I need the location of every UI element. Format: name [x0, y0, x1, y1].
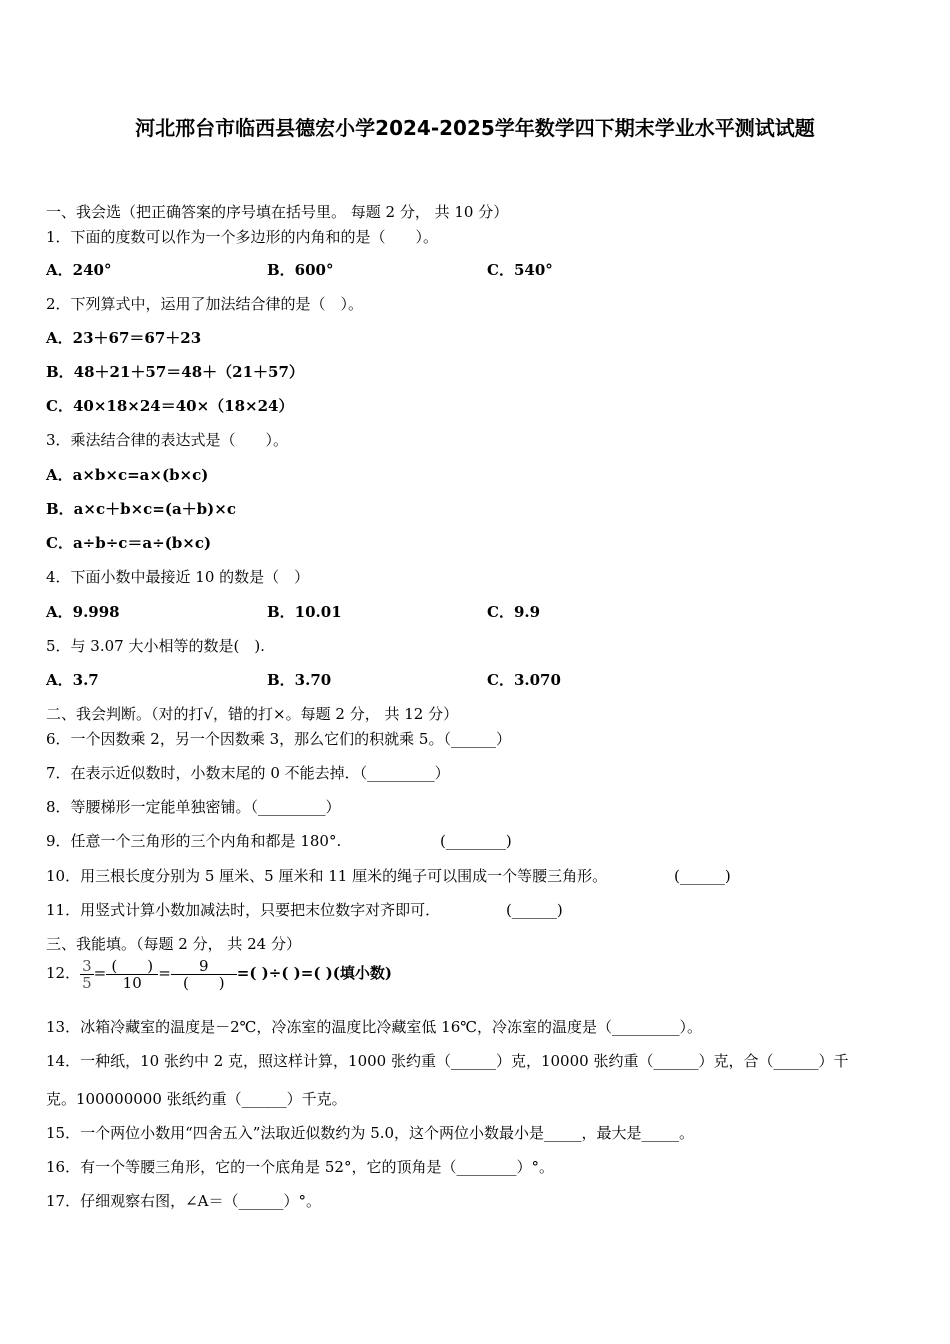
q12-f2-numerator: ( ): [106, 958, 158, 975]
q4-option-a: A．9.998: [46, 603, 120, 621]
q10-answer-blank: (______): [674, 867, 731, 885]
question-10: 10．用三根长度分别为 5 厘米、5 厘米和 11 厘米的绳子可以围成一个等腰三角形。: [46, 867, 608, 885]
q3-option-b: B．a×c＋b×c=(a＋b)×c: [46, 500, 236, 518]
q11-answer-blank: (______): [506, 901, 563, 919]
page-title: 河北邢台市临西县德宏小学2024-2025学年数学四下期末学业水平测试试题: [135, 116, 815, 140]
q1-option-a: A．240°: [46, 261, 112, 279]
q3-option-a: A．a×b×c=a×(b×c): [46, 466, 209, 484]
q12-rest: =( )÷( )=( )(填小数): [236, 964, 392, 982]
q9-answer-blank: (________): [440, 832, 512, 850]
question-5: 5．与 3.07 大小相等的数是( ).: [46, 637, 265, 655]
q12-f3-numerator: 9: [171, 958, 237, 975]
question-1: 1．下面的度数可以作为一个多边形的内角和的是（ ）。: [46, 228, 439, 246]
section-3-heading: 三、我能填。（每题 2 分， 共 24 分）: [46, 935, 301, 953]
q12-f1-numerator: 3: [82, 956, 92, 975]
q12-fraction-2: [106, 958, 158, 991]
question-13: 13．冰箱冷藏室的温度是－2℃，冷冻室的温度比冷藏室低 16℃，冷冻室的温度是（_________）。: [46, 1018, 703, 1036]
q12-f3-denominator: ( ): [182, 973, 225, 992]
question-12: [46, 956, 392, 991]
question-6: 6．一个因数乘 2，另一个因数乘 3，那么它们的积就乘 5。（______）: [46, 730, 511, 748]
q12-fraction-1: [80, 958, 94, 991]
q5-option-c: C．3.070: [487, 671, 561, 689]
section-1-heading: 一、我会选（把正确答案的序号填在括号里。 每题 2 分， 共 10 分）: [46, 203, 509, 221]
q12-fraction-3: [171, 958, 237, 991]
question-11: 11．用竖式计算小数加减法时，只要把末位数字对齐即可．: [46, 901, 441, 919]
question-3: 3．乘法结合律的表达式是（ ）。: [46, 431, 289, 449]
section-2-heading: 二、我会判断。（对的打√，错的打×。每题 2 分， 共 12 分）: [46, 705, 459, 723]
q5-option-b: B．3.70: [267, 671, 332, 689]
q4-option-c: C．9.9: [487, 603, 541, 621]
question-16: 16．有一个等腰三角形，它的一个底角是 52°，它的顶角是（________）°。: [46, 1158, 554, 1176]
q12-f2-denominator: 10: [122, 973, 142, 992]
q5-option-a: A．3.7: [46, 671, 99, 689]
q1-option-c: C．540°: [487, 261, 553, 279]
question-2: 2．下列算式中，运用了加法结合律的是（ ）。: [46, 295, 364, 313]
q12-equals-2: =: [158, 964, 171, 982]
question-4: 4．下面小数中最接近 10 的数是（ ）: [46, 568, 310, 586]
q12-f1-denominator: 5: [82, 973, 92, 992]
question-17: 17．仔细观察右图，∠A＝（______）°。: [46, 1192, 321, 1210]
q2-option-b: B．48＋21＋57＝48＋（21＋57）: [46, 363, 304, 381]
q2-option-c: C．40×18×24＝40×（18×24）: [46, 397, 294, 415]
question-7: 7．在表示近似数时，小数末尾的 0 不能去掉．（_________）: [46, 764, 450, 782]
q12-label: 12．: [46, 964, 81, 982]
q1-option-b: B．600°: [267, 261, 334, 279]
q2-option-a: A．23＋67＝67＋23: [46, 329, 202, 347]
q4-option-b: B．10.01: [267, 603, 342, 621]
question-14-line-2: 克。100000000 张纸约重（______）千克。: [46, 1090, 347, 1108]
q3-option-c: C．a÷b÷c＝a÷(b×c): [46, 534, 212, 552]
question-9: 9．任意一个三角形的三个内角和都是 180°.: [46, 832, 342, 850]
question-15: 15．一个两位小数用“四舍五入”法取近似数约为 5.0，这个两位小数最小是_____，最大是_____。: [46, 1124, 695, 1142]
question-8: 8．等腰梯形一定能单独密铺。（_________）: [46, 798, 341, 816]
question-14-line-1: 14．一种纸，10 张约中 2 克，照这样计算，1000 张约重（______）克，10000 张约重（______）克，合（______）千: [46, 1052, 849, 1070]
q12-equals-1: =: [93, 964, 107, 982]
